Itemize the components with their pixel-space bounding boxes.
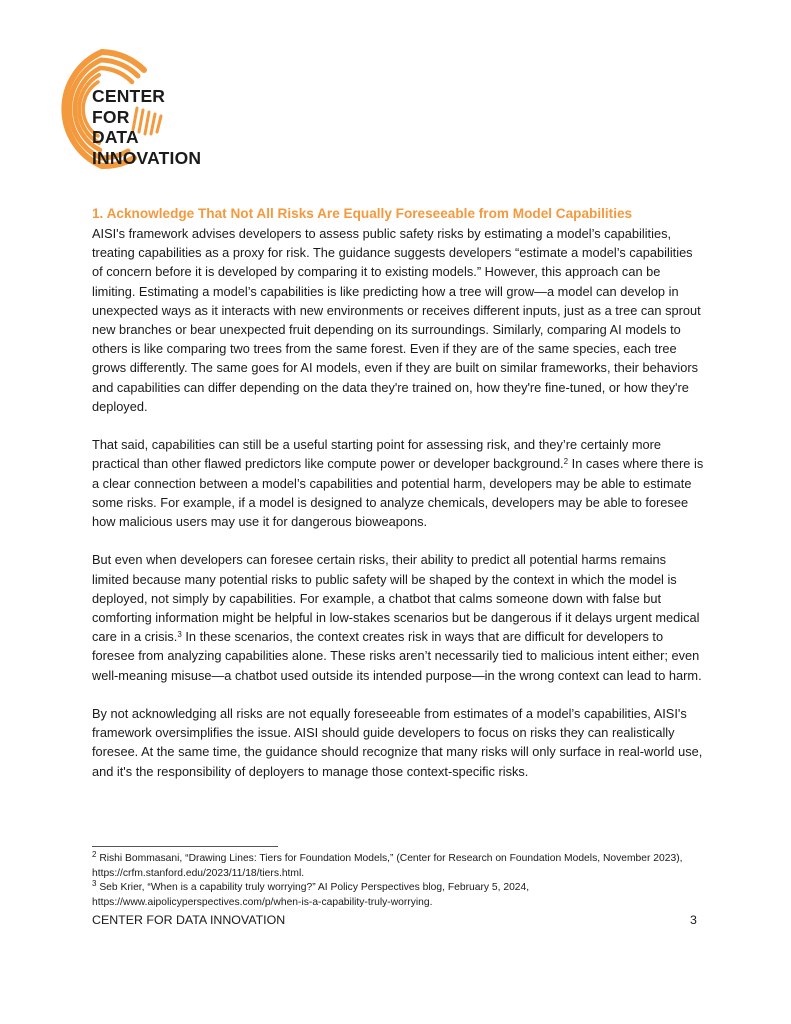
footnote-2 (92, 852, 704, 881)
paragraph-1: AISI's framework advises developers to assess public safety risks by estimating a model’s capabilities, treating capabilities as a proxy for risk. The guidance suggests developers “estimate a model’s capabilities of concern before it is developed by comparing it to existing models.” However, this approach can be limiting. Estimating a model’s capabilities is like predicting how a tree will grow—a model can develop in unexpected ways as it interacts with new environments or receives different inputs, just as a tree can sprout new branches or bear unexpected fruit depending on its surroundings. Similarly, comparing AI models to others is like comparing two trees from the same forest. Even if they are of the same species, each tree grows differently. The same goes for AI models, even if they are built on similar frameworks, their behaviors and capabilities can differ depending on the data they're trained on, how they're fine-tuned, or how they're deployed. (92, 226, 701, 414)
paragraph-2-part-b: In cases where there is a clear connection between a model’s capabilities and potential harm, developers may be able to estimate some risks. For example, if a model is designed to analyze chemicals, developers may be able to foresee how malicious users may use it for dangerous bioweapons. (92, 456, 704, 530)
paragraph-3 (92, 550, 704, 684)
footnotes (92, 852, 704, 910)
page-number: 3 (690, 913, 697, 927)
section-heading: 1. Acknowledge That Not All Risks Are Equally Foreseeable from Model Capabilities (92, 206, 633, 221)
paragraph-2-part-a: That said, capabilities can still be a useful starting point for assessing risk, and they’re certainly more practical than other flawed predictors like compute power or developer background. (92, 437, 662, 472)
logo-wordmark (92, 86, 201, 168)
paragraph-2 (92, 435, 704, 531)
footnote-text: Rishi Bommasani, “Drawing Lines: Tiers for Foundation Models,” (Center for Research on Foundation Models, November 2023), https://crfm.stanford.edu/2023/11/18/tiers.html. (92, 853, 683, 879)
footnote-text: Seb Krier, “When is a capability truly worrying?” AI Policy Perspectives blog, February 5, 2024, https://www.aipolicyperspectives.com/p/when-is-a-capability-truly-worrying. (92, 882, 530, 908)
paragraph-3-part-a: But even when developers can foresee certain risks, their ability to predict all potential harms remains limited because many potential risks to public safety will be shaped by the context in which the model is deployed, not simply by capabilities. For example, a chatbot that calms someone down with false but comforting information might be helpful in low-stakes scenarios but be dangerous if it delays urgent medical care in a crisis. (92, 552, 700, 645)
footnote-ref-3[interactable]: 3 (177, 630, 182, 640)
logo-line-1: CENTER (92, 86, 166, 106)
footnote-divider (92, 846, 278, 847)
footer-organization: CENTER FOR DATA INNOVATION (92, 913, 286, 927)
footnote-3 (92, 881, 704, 910)
footnote-number: 2 (92, 850, 97, 859)
paragraph-4: By not acknowledging all risks are not equally foreseeable from estimates of a model’s capabilities, AISI's framework oversimplifies the issue. AISI should guide developers to focus on risks they can realistically foresee. At the same time, the guidance should recognize that many risks will only surface in real-world use, and it's the responsibility of deployers to manage those context-specific risks. (92, 706, 703, 779)
logo-line-3: DATA (92, 127, 139, 147)
organization-logo (44, 48, 224, 178)
body-text (92, 224, 704, 800)
logo-line-4: INNOVATION (92, 147, 202, 168)
footnote-ref-2[interactable]: 2 (563, 457, 569, 467)
paragraph-3-part-b: In these scenarios, the context creates risk in ways that are difficult for developers to foresee from analyzing capabilities alone. These risks aren’t necessarily tied to malicious intent either; even well-meaning misuse—a chatbot used outside its intended purpose—in the wrong context can lead to harm. (92, 629, 702, 683)
footnote-number: 3 (92, 879, 97, 888)
logo-line-2: FOR (92, 106, 130, 127)
